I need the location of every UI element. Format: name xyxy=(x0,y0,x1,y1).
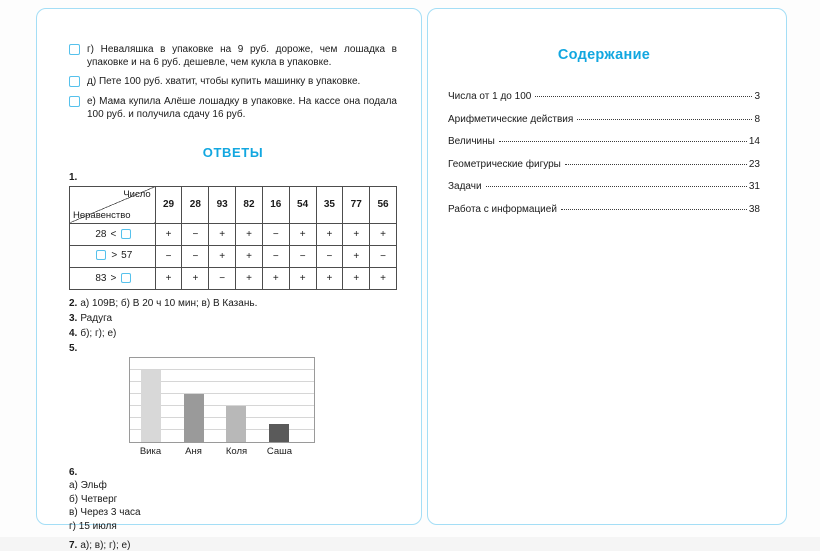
answer-line: б) Четверг xyxy=(69,493,118,505)
table-value-cell: + xyxy=(155,267,182,289)
answer-checkbox[interactable] xyxy=(96,250,106,260)
answer-line-2 xyxy=(69,298,397,309)
table-value-cell: + xyxy=(155,223,182,245)
item-3-number: 3. xyxy=(69,312,78,324)
table-value-cell: − xyxy=(289,245,316,267)
row-label-text: 57 xyxy=(121,249,133,261)
toc-entry xyxy=(448,204,760,215)
table-value-cell: − xyxy=(182,223,209,245)
table-column-header: 28 xyxy=(182,186,209,223)
toc-page-number: 31 xyxy=(748,181,760,192)
task-checkbox[interactable] xyxy=(69,76,80,87)
task-option-text: е) Мама купила Алёше лошадку в упаковке. На кассе она подала 100 руб. и получила сдачу 16 руб. xyxy=(87,95,397,120)
toc-entry xyxy=(448,91,760,102)
task-checkbox[interactable] xyxy=(69,96,80,107)
item-1-number: 1. xyxy=(69,171,78,183)
table-value-cell: + xyxy=(236,267,263,289)
table-value-cell: + xyxy=(289,267,316,289)
chart-bar-column xyxy=(215,358,258,442)
inequality-table xyxy=(69,186,397,290)
right-page xyxy=(427,8,787,525)
answer-checkbox[interactable] xyxy=(121,273,131,283)
task-option-row xyxy=(69,95,397,121)
toc-dot-leader xyxy=(535,96,752,97)
toc-page-number: 14 xyxy=(748,136,760,147)
table-value-cell: + xyxy=(343,267,370,289)
table-value-cell: + xyxy=(343,223,370,245)
toc-entry-label: Задачи xyxy=(448,181,482,192)
chart-bar xyxy=(141,370,161,442)
row-label xyxy=(95,273,132,284)
row-label xyxy=(95,229,132,240)
chart-category-label: Коля xyxy=(225,445,248,457)
answer-checkbox[interactable] xyxy=(121,229,131,239)
corner-number-label: Число xyxy=(123,188,151,200)
answer-line-3 xyxy=(69,313,397,324)
table-value-cell: − xyxy=(182,245,209,267)
item-7-number: 7. xyxy=(69,539,78,551)
toc-entry-label: Числа от 1 до 100 xyxy=(448,91,532,102)
answer-line: а) Эльф xyxy=(69,480,107,492)
table-value-cell: − xyxy=(262,223,289,245)
table-row xyxy=(70,245,397,267)
toc-entry-label: Работа с информацией xyxy=(448,203,557,215)
toc-page-number: 23 xyxy=(748,158,760,170)
item-4-number: 4. xyxy=(69,327,78,339)
toc-dot-leader xyxy=(565,164,747,165)
row-label xyxy=(95,250,132,261)
answer-bar-chart xyxy=(129,357,315,457)
row-label-text: 28 xyxy=(95,228,107,240)
table-value-cell: − xyxy=(316,245,343,267)
table-column-header: 93 xyxy=(209,186,236,223)
left-page xyxy=(36,8,422,551)
toc-entry xyxy=(448,114,760,125)
row-label-cell xyxy=(70,245,156,267)
table-value-cell: + xyxy=(289,223,316,245)
table-corner-cell xyxy=(70,186,156,223)
item-2-number: 2. xyxy=(69,297,78,309)
answer-line-7 xyxy=(69,540,397,551)
chart-bar xyxy=(226,406,246,442)
table-value-cell: + xyxy=(262,267,289,289)
item-5-number: 5. xyxy=(69,342,78,354)
item-3-text: Радуга xyxy=(80,312,113,324)
item-4-text: б); г); е) xyxy=(80,327,117,339)
table-value-cell: + xyxy=(236,245,263,267)
corner-inequality-label: Неравенство xyxy=(73,209,131,221)
table-value-cell: − xyxy=(370,245,397,267)
toc-entry xyxy=(448,181,760,192)
table-value-cell: + xyxy=(370,223,397,245)
answer-line-4 xyxy=(69,328,397,339)
answer-line: в) Через 3 часа xyxy=(69,507,141,519)
row-label-text: < xyxy=(110,228,117,240)
item-6-number: 6. xyxy=(69,466,78,478)
chart-category-label: Саша xyxy=(266,445,293,457)
table-column-header: 29 xyxy=(155,186,182,223)
row-label-text: > xyxy=(111,249,118,261)
answer-line: г) 15 июля xyxy=(69,520,117,532)
toc-page-number: 3 xyxy=(754,91,760,102)
toc-entry-label: Величины xyxy=(448,136,495,147)
answers-heading: ОТВЕТЫ xyxy=(202,144,264,160)
chart-bars xyxy=(130,358,300,442)
toc-entry-label: Арифметические действия xyxy=(448,113,574,125)
task-option-row xyxy=(69,43,397,69)
toc-dot-leader xyxy=(561,209,747,210)
toc-dot-leader xyxy=(486,186,747,187)
chart-category-label: Вика xyxy=(139,445,162,457)
table-value-cell: − xyxy=(262,245,289,267)
table-value-cell: + xyxy=(209,223,236,245)
toc-heading: Содержание xyxy=(557,47,651,63)
chart-bar xyxy=(184,394,204,442)
table-column-header: 16 xyxy=(262,186,289,223)
table-column-header: 56 xyxy=(370,186,397,223)
toc-page-number: 38 xyxy=(748,203,760,215)
chart-bar xyxy=(269,424,289,442)
table-column-header: 35 xyxy=(316,186,343,223)
item-7-text: а); в); г); е) xyxy=(80,539,131,551)
row-label-text: 83 xyxy=(95,272,107,284)
chart-bar-column xyxy=(173,358,216,442)
table-of-contents xyxy=(448,91,760,215)
table-column-header: 82 xyxy=(236,186,263,223)
table-value-cell: + xyxy=(182,267,209,289)
chart-category-labels xyxy=(129,446,301,457)
table-value-cell: + xyxy=(236,223,263,245)
chart-bar-column xyxy=(130,358,173,442)
table-row xyxy=(70,223,397,245)
toc-entry xyxy=(448,136,760,147)
toc-entry-label: Геометрические фигуры xyxy=(448,158,561,170)
chart-category-label: Аня xyxy=(185,445,202,457)
chart-plot-area xyxy=(129,357,315,443)
table-value-cell: − xyxy=(209,267,236,289)
table-value-cell: + xyxy=(343,245,370,267)
row-label-cell xyxy=(70,267,156,289)
table-header-row xyxy=(70,186,397,223)
toc-dot-leader xyxy=(577,119,752,120)
toc-page-number: 8 xyxy=(754,113,760,125)
table-value-cell: − xyxy=(155,245,182,267)
row-label-cell xyxy=(70,223,156,245)
task-option-row xyxy=(69,75,397,88)
task-option-text: д) Пете 100 руб. хватит, чтобы купить машинку в упаковке. xyxy=(87,76,361,88)
chart-bar-column xyxy=(258,358,301,442)
item-6-answers xyxy=(69,480,397,532)
toc-entry xyxy=(448,159,760,170)
item-2-text: а) 109В; б) В 20 ч 10 мин; в) В Казань. xyxy=(80,297,258,309)
table-value-cell: + xyxy=(316,223,343,245)
table-row xyxy=(70,267,397,289)
toc-dot-leader xyxy=(499,141,747,142)
table-value-cell: + xyxy=(370,267,397,289)
row-label-text: > xyxy=(110,272,117,284)
task-option-text: г) Неваляшка в упаковке на 9 руб. дороже, чем лошадка в упаковке и на 6 руб. дешевле, чем кукла в упаковке. xyxy=(87,44,397,69)
table-value-cell: + xyxy=(316,267,343,289)
task-option-list xyxy=(69,43,397,121)
task-checkbox[interactable] xyxy=(69,44,80,55)
table-value-cell: + xyxy=(209,245,236,267)
table-column-header: 54 xyxy=(289,186,316,223)
table-column-header: 77 xyxy=(343,186,370,223)
